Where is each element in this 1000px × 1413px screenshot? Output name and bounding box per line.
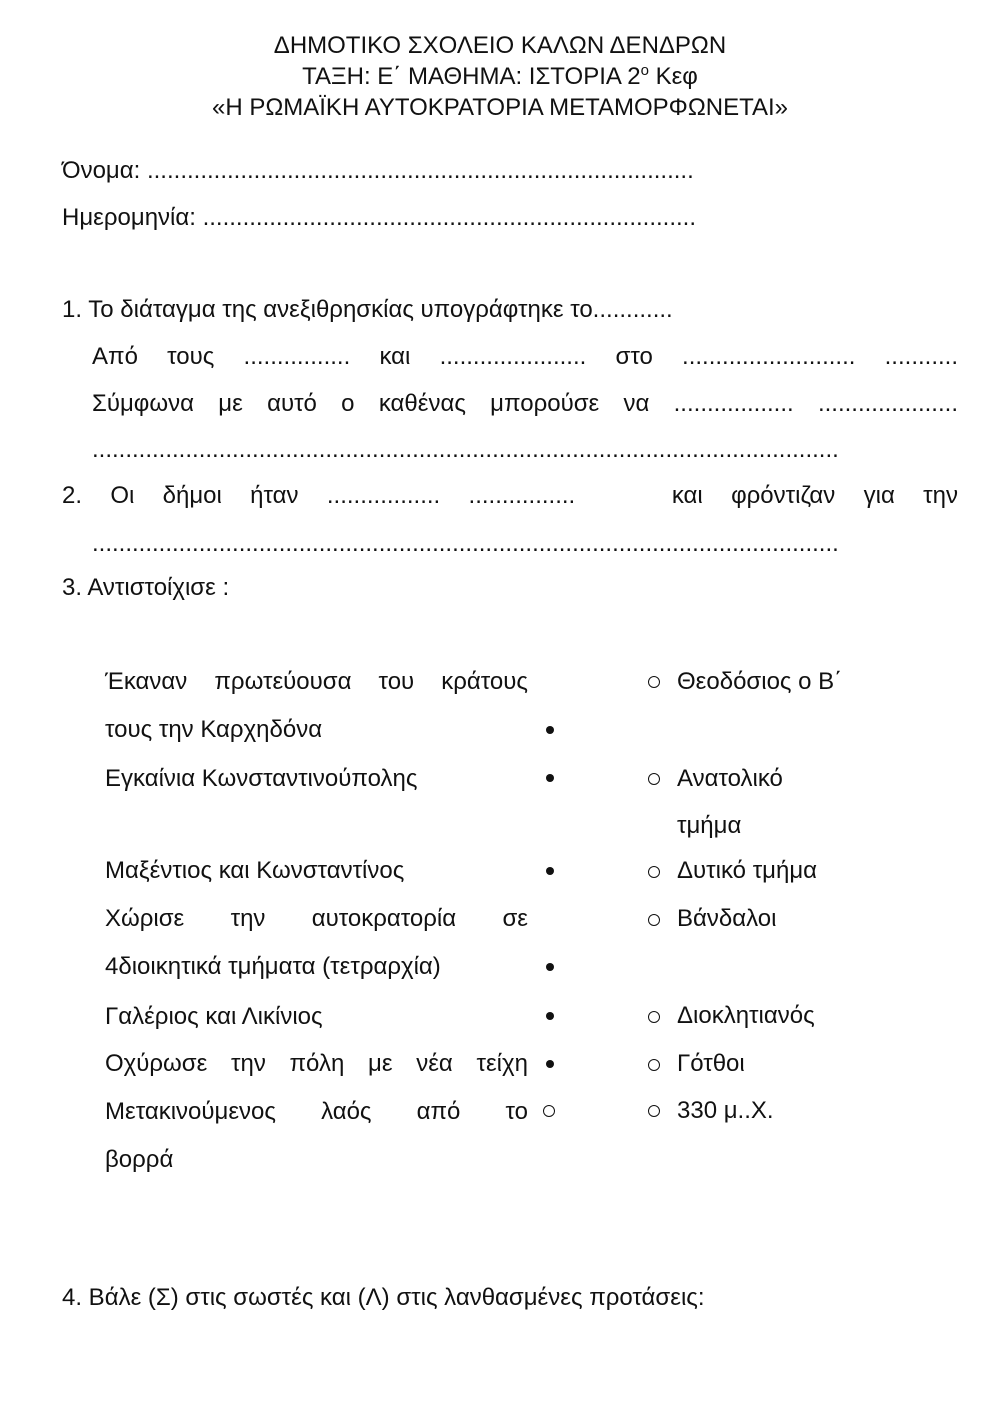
right-bullet-1[interactable]	[648, 676, 660, 688]
match-left-7b: βορρά	[105, 1146, 174, 1173]
match-word: την	[230, 905, 266, 932]
right-bullet-5[interactable]	[648, 1011, 660, 1023]
q1-word: να	[623, 390, 650, 417]
q1-word: τους	[167, 343, 215, 370]
match-left-7a	[105, 1098, 528, 1126]
match-right-1: Θεοδόσιος ο Β΄	[677, 668, 843, 695]
match-word: αυτοκρατορία	[311, 905, 457, 932]
q1-word: και	[379, 343, 411, 370]
match-word: Οχύρωσε	[105, 1050, 208, 1077]
match-word: Μετακινούμενος	[105, 1098, 276, 1125]
q1-blank[interactable]: ......................	[439, 343, 587, 370]
left-bullet-3[interactable]	[546, 867, 554, 875]
q2-line1	[62, 482, 958, 510]
match-left-4b: 4διοικητικά τμήματα (τετραρχία)	[105, 953, 441, 980]
match-word: σε	[502, 905, 528, 932]
match-word: το	[505, 1098, 528, 1125]
q1-blank[interactable]: ..........................	[682, 343, 856, 370]
match-right-2b: τμήμα	[677, 812, 742, 839]
match-left-5: Γαλέριος και Λικίνιος	[105, 1003, 323, 1030]
school-name: ΔΗΜΟΤΙΚΟ ΣΧΟΛΕΙΟ ΚΑΛΩΝ ΔΕΝΔΡΩΝ	[273, 32, 727, 59]
match-left-2: Εγκαίνια Κωνσταντινούπολης	[105, 765, 418, 792]
match-word: με	[367, 1050, 393, 1077]
match-word: πρωτεύουσα	[214, 668, 352, 695]
q1-word: Σύμφωνα	[92, 390, 194, 417]
right-bullet-7[interactable]	[648, 1105, 660, 1117]
class-subject-text: ΤΑΞΗ: Ε΄ ΜΑΘΗΜΑ: ΙΣΤΟΡΙΑ 2	[302, 63, 641, 90]
q2-word: φρόντιζαν	[731, 482, 836, 509]
q2-word: Οι	[110, 482, 135, 509]
class-subject-sup: ο	[640, 62, 649, 79]
match-word: τείχη	[476, 1050, 528, 1077]
q1-blank[interactable]: ................	[243, 343, 351, 370]
match-word: Έκαναν	[105, 668, 188, 695]
match-right-5: Διοκλητιανός	[677, 1002, 815, 1029]
match-word: του	[378, 668, 415, 695]
match-left-4a	[105, 905, 528, 933]
q1-word: αυτό	[267, 390, 317, 417]
match-word: κράτους	[441, 668, 528, 695]
match-left-3: Μαξέντιος και Κωνσταντίνος	[105, 857, 405, 884]
date-field[interactable]: Ημερομηνία: ..........................................................................	[62, 204, 697, 231]
q2-number: 2.	[62, 482, 83, 509]
q1-word: Από	[92, 343, 138, 370]
q1-blank[interactable]: .....................	[817, 390, 958, 417]
match-word: Χώρισε	[105, 905, 185, 932]
left-bullet-6[interactable]	[546, 1060, 554, 1068]
match-left-6	[105, 1050, 528, 1078]
q2-word: δήμοι	[162, 482, 222, 509]
match-word: νέα	[416, 1050, 453, 1077]
left-bullet-4[interactable]	[546, 963, 554, 971]
class-subject	[0, 62, 1000, 91]
match-right-2a: Ανατολικό	[677, 765, 783, 792]
left-bullet-5[interactable]	[546, 1012, 554, 1020]
right-bullet-3[interactable]	[648, 866, 660, 878]
class-subject-suffix: Κεφ	[648, 63, 698, 90]
q1-line3	[92, 390, 958, 418]
right-bullet-6[interactable]	[648, 1059, 660, 1071]
q1-word: ο	[341, 390, 355, 417]
q2-word: ήταν	[250, 482, 299, 509]
left-bullet-2[interactable]	[546, 774, 554, 782]
match-right-3: Δυτικό τμήμα	[677, 857, 818, 884]
q1-blank[interactable]: ...........	[884, 343, 958, 370]
name-field[interactable]: Όνομα: ..................................................................................	[62, 157, 694, 184]
q1-line2	[92, 343, 958, 371]
q1-word: καθένας	[378, 390, 466, 417]
match-right-7: 330 μ..Χ.	[677, 1097, 774, 1124]
q1-line1: 1. Το διάταγμα της ανεξιθρησκίας υπογράφτηκε το............	[62, 296, 673, 323]
q1-word: με	[218, 390, 243, 417]
match-word: την	[230, 1050, 266, 1077]
match-word: λαός	[321, 1098, 372, 1125]
q2-word: και	[671, 482, 703, 509]
right-bullet-2[interactable]	[648, 773, 660, 785]
right-bullet-4[interactable]	[648, 914, 660, 926]
q1-word: στο	[615, 343, 653, 370]
q1-word: μπορούσε	[490, 390, 600, 417]
left-bullet-1[interactable]	[546, 726, 554, 734]
match-left-1a	[105, 668, 528, 696]
q2-answer-line[interactable]: ................................................................................................................	[92, 530, 839, 557]
q3-title: 3. Αντιστοίχισε :	[62, 574, 230, 601]
q2-blank[interactable]: .................	[326, 482, 441, 509]
worksheet-title: «Η ΡΩΜΑΪΚΗ ΑΥΤΟΚΡΑΤΟΡΙΑ ΜΕΤΑΜΟΡΦΩΝΕΤΑΙ»	[211, 94, 789, 121]
match-word: από	[416, 1098, 461, 1125]
match-right-6: Γότθοι	[677, 1050, 745, 1077]
q1-answer-line[interactable]: ................................................................................................................	[92, 436, 839, 463]
match-left-1b: τους την Καρχηδόνα	[105, 716, 323, 743]
q2-blank[interactable]: ................	[468, 482, 576, 509]
match-word: πόλη	[289, 1050, 345, 1077]
q2-word: για	[863, 482, 895, 509]
q1-blank[interactable]: ..................	[673, 390, 794, 417]
left-bullet-7[interactable]	[543, 1105, 555, 1117]
match-right-4: Βάνδαλοι	[677, 905, 777, 932]
q4-title: 4. Βάλε (Σ) στις σωστές και (Λ) στις λανθασμένες προτάσεις:	[62, 1284, 705, 1311]
q2-word: την	[923, 482, 958, 509]
